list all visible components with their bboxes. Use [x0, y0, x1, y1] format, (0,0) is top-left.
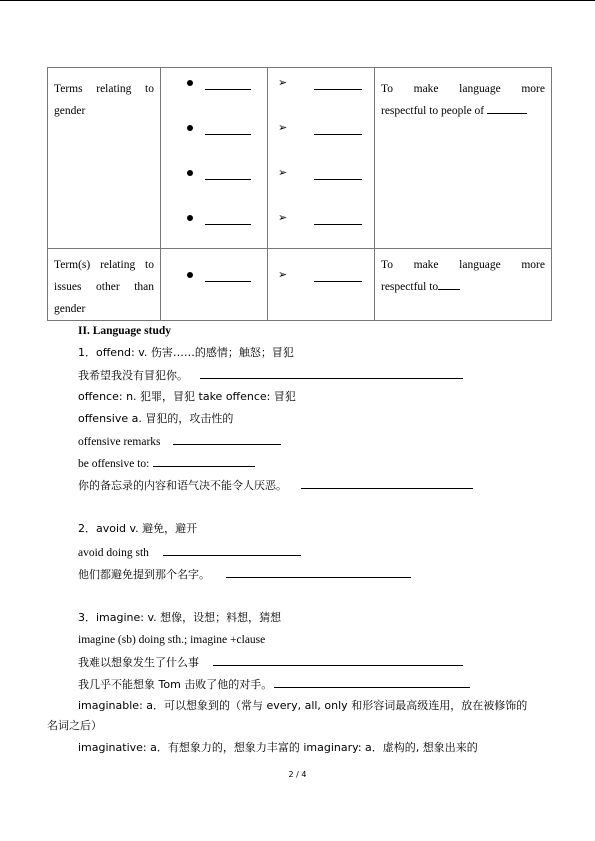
entry-imagine-usage: imagine (sb) doing sth.; imagine +clause: [78, 634, 266, 646]
table-row: [48, 68, 552, 249]
example-line: 他们都避免提到那个名字。: [78, 567, 411, 582]
example-line: 你的备忘录的内容和语气决不能令人厌恶。: [78, 478, 473, 493]
fill-blank[interactable]: [487, 104, 527, 114]
bullet-icon: [187, 170, 193, 176]
entry-avoid-heading: 2．avoid v. 避免，避开: [78, 522, 198, 535]
arrow-bullet-icon: ➢: [278, 166, 288, 179]
bullet-icon: [187, 125, 193, 131]
fill-blank[interactable]: [314, 281, 362, 282]
arrow-blanks-cell: [268, 249, 375, 321]
row-label-cell: [48, 68, 161, 249]
entry-offend-heading: 1．offend: v. 伤害……的感情；触怒；冒犯: [78, 346, 294, 359]
example-line: 我希望我没有冒犯你。: [78, 368, 463, 383]
example-line: 我几乎不能想象 Tom 击败了他的对手。: [78, 677, 470, 692]
example-line: 我难以想象发生了什么事: [78, 655, 463, 670]
row-label: Term(s) relating to issues other than gender: [54, 259, 154, 315]
fill-blank[interactable]: [314, 134, 362, 135]
fill-blank[interactable]: [205, 89, 251, 90]
example-line: avoid doing sth: [78, 545, 301, 560]
bullet-icon: [187, 272, 193, 278]
arrow-blanks-cell: [268, 68, 375, 249]
example-line: offensive remarks: [78, 434, 281, 449]
fill-blank[interactable]: [205, 224, 251, 225]
answer-blank[interactable]: [153, 456, 255, 467]
purpose-text: To make language more respectful to: [381, 259, 545, 293]
arrow-bullet-icon: ➢: [278, 76, 288, 89]
arrow-bullet-icon: ➢: [278, 211, 288, 224]
fill-blank[interactable]: [205, 134, 251, 135]
bullet-blanks-cell: [161, 249, 268, 321]
section-heading: II. Language study: [78, 325, 171, 337]
answer-blank[interactable]: [226, 567, 411, 578]
top-border-line: [0, 0, 595, 1]
page-number: 2 / 4: [288, 770, 307, 779]
arrow-bullet-icon: ➢: [278, 268, 288, 281]
table-row: [48, 249, 552, 321]
entry-imagine-heading: 3．imagine: v. 想像，设想；料想，猜想: [78, 611, 282, 624]
row-label-cell: [48, 249, 161, 321]
fill-blank[interactable]: [314, 179, 362, 180]
fill-blank[interactable]: [314, 89, 362, 90]
fill-blank[interactable]: [205, 179, 251, 180]
purpose-cell: [375, 68, 552, 249]
entry-imaginable-cont: 名词之后）: [47, 719, 102, 732]
entry-offence: offence: n. 犯罪，冒犯 take offence: 冒犯: [78, 390, 296, 403]
fill-blank[interactable]: [438, 280, 460, 290]
entry-imaginative: imaginative: a．有想象力的，想象力丰富的 imaginary: a．虚构的, 想象出来的: [78, 741, 478, 754]
fill-blank[interactable]: [314, 224, 362, 225]
vocabulary-table: [47, 67, 552, 321]
bullet-icon: [187, 80, 193, 86]
answer-blank[interactable]: [163, 545, 301, 556]
bullet-blanks-cell: [161, 68, 268, 249]
fill-blank[interactable]: [205, 281, 251, 282]
arrow-bullet-icon: ➢: [278, 121, 288, 134]
bullet-icon: [187, 215, 193, 221]
purpose-cell: [375, 249, 552, 321]
entry-offensive: offensive a. 冒犯的，攻击性的: [78, 412, 234, 425]
answer-blank[interactable]: [301, 478, 473, 489]
purpose-text: To make language more respectful to people of: [381, 83, 545, 117]
entry-imaginable: imaginable: a．可以想象到的（常与 every, all, only 和形容词最高级连用，放在被修饰的: [78, 699, 528, 712]
answer-blank[interactable]: [200, 368, 463, 379]
row-label: Terms relating to gender: [54, 83, 154, 117]
answer-blank[interactable]: [274, 677, 470, 688]
answer-blank[interactable]: [213, 655, 463, 666]
answer-blank[interactable]: [173, 434, 281, 445]
example-line: be offensive to:: [78, 456, 255, 471]
